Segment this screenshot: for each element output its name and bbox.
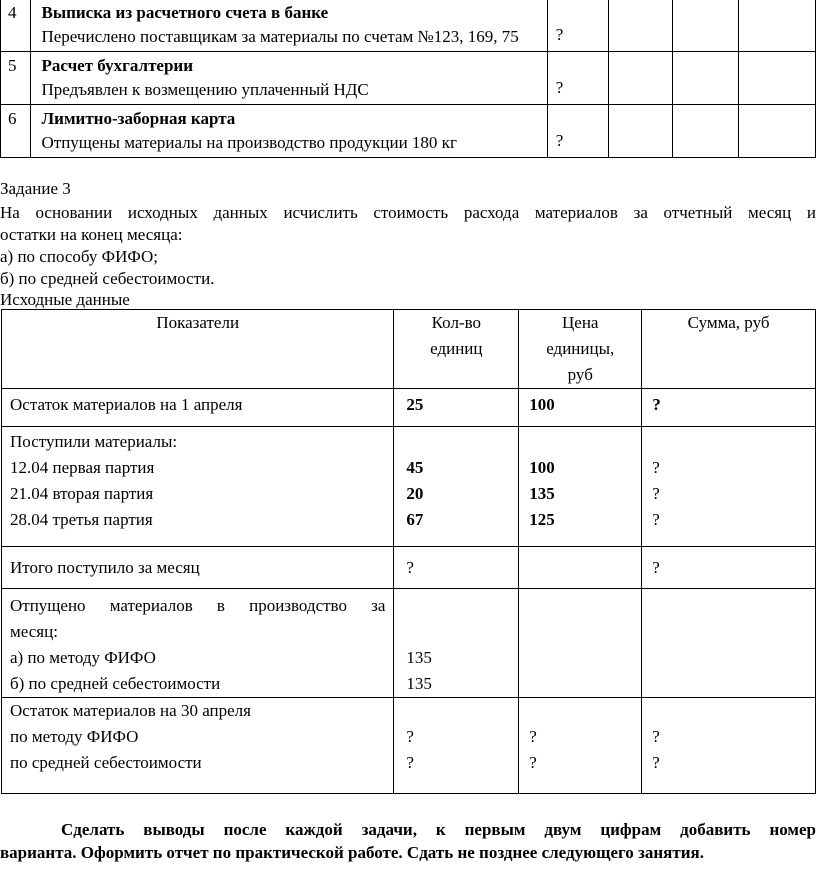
header-sum: Сумма, руб [642, 310, 816, 389]
received-label: Поступили материалы: [10, 432, 178, 451]
batch-3-label: 28.04 третья партия [10, 510, 153, 529]
amount-cell: ? [547, 52, 608, 105]
empty-cell [608, 52, 672, 105]
task-item-a: а) по способу ФИФО; [0, 247, 159, 266]
amount-cell: ? [547, 0, 608, 52]
table-row [1, 52, 816, 105]
table-row [2, 698, 816, 794]
table-row [2, 389, 816, 427]
batch-1-price: 100 [529, 458, 555, 477]
row-number: 4 [1, 0, 31, 52]
batch-1-label: 12.04 первая партия [10, 458, 155, 477]
batch-2-price: 135 [529, 484, 555, 503]
source-data-label: Исходные данные [0, 290, 130, 309]
header-unit-price: Цена единицы, руб [519, 310, 642, 389]
released-fifo-qty: 135 [406, 648, 432, 667]
operation-text: Отпущены материалы на производство продукции 180 кг [41, 133, 457, 152]
operation-text: Перечислено поставщикам за материалы по счетам №123, 169, 75 [41, 27, 519, 46]
closing-avg-qty: ? [406, 753, 414, 772]
amount-cell: ? [547, 105, 608, 158]
instructions-line-1: Сделать выводы после каждой задачи, к первым двум цифрам добавить номер [61, 820, 816, 839]
operations-table [0, 0, 816, 158]
empty-cell [739, 105, 816, 158]
closing-fifo-sum: ? [652, 727, 660, 746]
document-title: Лимитно-заборная карта [41, 109, 236, 128]
batch-2-label: 21.04 вторая партия [10, 484, 154, 503]
empty-cell [519, 589, 642, 698]
task-title: Задание 3 [0, 179, 71, 198]
document-title: Выписка из расчетного счета в банке [41, 3, 329, 22]
closing-avg-sum: ? [652, 753, 660, 772]
opening-sum: ? [652, 395, 661, 414]
batch-1-qty: 45 [406, 458, 424, 477]
closing-avg-label: по средней себестоимости [10, 753, 202, 772]
batch-3-price: 125 [529, 510, 555, 529]
header-quantity: Кол-во единиц [394, 310, 519, 389]
empty-cell [608, 0, 672, 52]
batch-3-sum: ? [652, 510, 660, 529]
empty-cell [673, 52, 739, 105]
closing-balance-label: Остаток материалов на 30 апреля [10, 701, 251, 720]
released-fifo-label: а) по методу ФИФО [10, 648, 156, 667]
closing-fifo-qty: ? [406, 727, 414, 746]
released-label-line-1: Отпущено материалов в производство за [10, 596, 386, 615]
empty-cell [642, 589, 816, 698]
task-line-1: На основании исходных данных исчислить стоимость расхода материалов за отчетный месяц и [0, 203, 816, 222]
source-data-table [1, 309, 816, 794]
empty-cell [608, 105, 672, 158]
closing-fifo-price: ? [529, 727, 537, 746]
empty-cell [739, 52, 816, 105]
header-indicators: Показатели [2, 310, 394, 389]
row-number: 5 [1, 52, 31, 105]
table-row [2, 547, 816, 589]
table-row [2, 427, 816, 547]
operation-text: Предъявлен к возмещению уплаченный НДС [41, 80, 369, 99]
instructions-line-2: варианта. Оформить отчет по практической работе. Сдать не позднее следующего занятия. [0, 843, 704, 862]
total-received-qty: ? [394, 547, 519, 589]
batch-1-sum: ? [652, 458, 660, 477]
total-received-sum: ? [642, 547, 816, 589]
batch-3-qty: 67 [406, 510, 424, 529]
opening-qty: 25 [406, 395, 424, 414]
empty-cell [739, 0, 816, 52]
total-received-label: Итого поступило за месяц [2, 547, 394, 589]
opening-price: 100 [529, 395, 555, 414]
header-row [2, 310, 816, 389]
empty-cell [673, 105, 739, 158]
empty-cell [673, 0, 739, 52]
empty-cell [519, 547, 642, 589]
opening-balance-label: Остаток материалов на 1 апреля [2, 389, 394, 427]
batch-2-qty: 20 [406, 484, 424, 503]
table-row [2, 589, 816, 698]
released-avg-label: б) по средней себестоимости [10, 674, 221, 693]
table-row [1, 105, 816, 158]
document-title: Расчет бухгалтерии [41, 56, 194, 75]
row-number: 6 [1, 105, 31, 158]
released-label-line-2: месяц: [10, 622, 58, 641]
table-row [1, 0, 816, 52]
closing-fifo-label: по методу ФИФО [10, 727, 139, 746]
task-item-b: б) по средней себестоимости. [0, 269, 215, 288]
closing-avg-price: ? [529, 753, 537, 772]
batch-2-sum: ? [652, 484, 660, 503]
task-line-2: остатки на конец месяца: [0, 225, 183, 244]
released-avg-qty: 135 [406, 674, 432, 693]
